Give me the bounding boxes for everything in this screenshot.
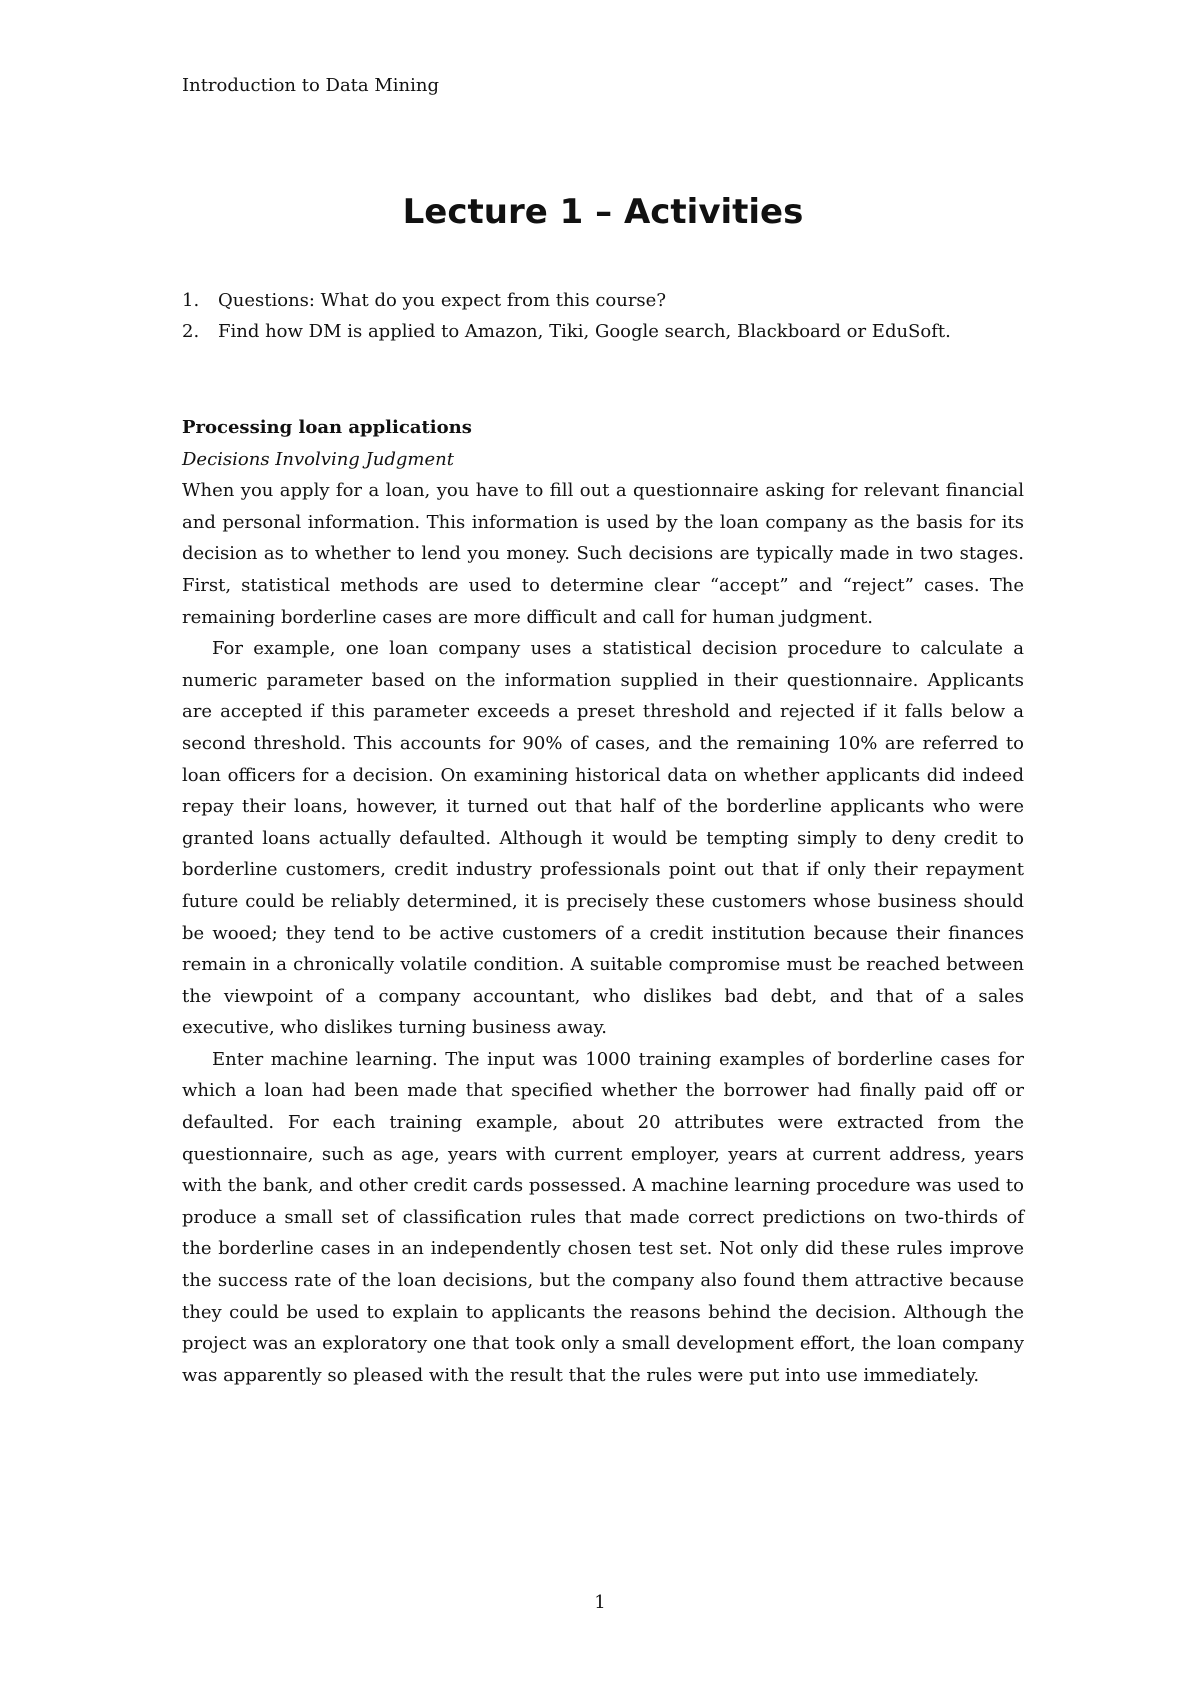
loan-section (182, 412, 1024, 1391)
body-paragraph: For example, one loan company uses a statistical decision procedure to calculate a numeric parameter based on the information supplied in their questionnaire. Applicants are accepted if this parameter exceeds a preset threshold and rejected if it falls below a second threshold. This accounts for 90% of cases, and the remaining 10% are referred to loan officers for a decision. On examining historical data on whether applicants did indeed repay their loans, however, it turned out that half of the borderline applicants who were granted loans actually defaulted. Although it would be tempting simply to deny credit to borderline customers, credit industry professionals point out that if only their repayment future could be reliably determined, it is precisely these customers whose business should be wooed; they tend to be active customers of a credit institution because their finances remain in a chronically volatile condition. A suitable compromise must be reached between the viewpoint of a company accountant, who dislikes bad debt, and that of a sales executive, who dislikes turning business away. (182, 638, 1024, 1039)
body-paragraph: Enter machine learning. The input was 1000 training examples of borderline cases for which a loan had been made that specified whether the borrower had finally paid off or defaulted. For each training example, about 20 attributes were extracted from the questionnaire, such as age, years with current employer, years at current address, years with the bank, and other credit cards possessed. A machine learning procedure was used to produce a small set of classification rules that made correct predictions on two-thirds of the borderline cases in an independently chosen test set. Not only did these rules improve the success rate of the loan decisions, but the company also found them attractive because they could be used to explain to applicants the reasons behind the decision. Although the project was an exploratory one that took only a small development effort, the loan company was apparently so pleased with the result that the rules were put into use immediately. (182, 1048, 1024, 1386)
body-paragraph: When you apply for a loan, you have to fill out a questionnaire asking for relevant financial and personal information. This information is used by the loan company as the basis for its decision as to whether to lend you money. Such decisions are typically made in two stages. First, statistical methods are used to determine clear “accept” and “reject” cases. The remaining borderline cases are more difficult and call for human judgment. (182, 480, 1024, 628)
list-item (182, 285, 1024, 316)
activity-list (182, 285, 1024, 347)
list-item-number: 2. (182, 321, 200, 342)
list-item-text: Questions: What do you expect from this course? (218, 290, 666, 311)
running-header: Introduction to Data Mining (182, 75, 440, 96)
page-title: Lecture 1 – Activities (402, 192, 804, 232)
list-item-text: Find how DM is applied to Amazon, Tiki, Google search, Blackboard or EduSoft. (218, 321, 951, 342)
list-item-number: 1. (182, 290, 200, 311)
section-heading: Processing loan applications (182, 417, 472, 438)
list-item (182, 316, 1024, 347)
page-number: 1 (594, 1592, 606, 1613)
section-subheading: Decisions Involving Judgment (182, 448, 454, 470)
